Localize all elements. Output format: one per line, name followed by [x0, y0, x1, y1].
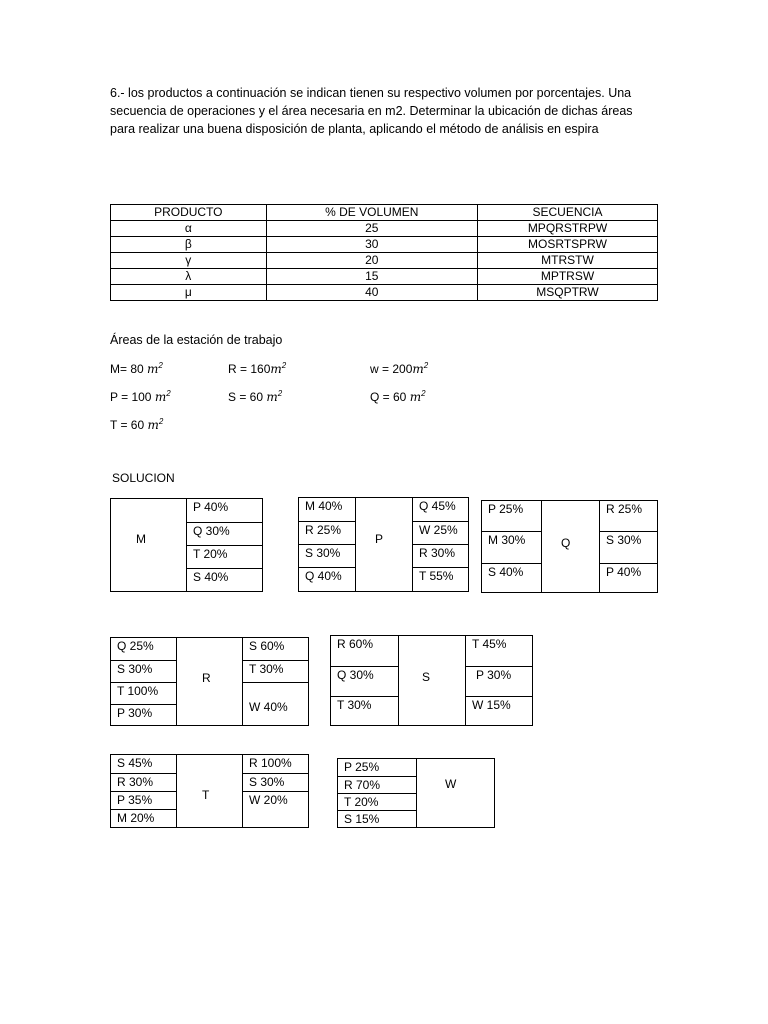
unit-m: m	[154, 390, 167, 404]
volume-cell: 15	[266, 269, 477, 285]
station-box-q	[481, 500, 658, 593]
unit-m: m	[270, 362, 282, 376]
table-row	[111, 285, 658, 301]
relation-cell: P 40%	[599, 563, 657, 592]
products-table	[110, 204, 658, 301]
product-cell: μ	[111, 285, 267, 301]
relation-cell: R 60%	[331, 636, 399, 666]
relation-cell: Q 30%	[331, 666, 399, 696]
relation-cell: T 30%	[242, 660, 308, 682]
table-row	[111, 253, 658, 269]
unit-m: m	[147, 362, 159, 376]
unit-exp: 2	[277, 389, 283, 398]
area-m-text: M= 80	[110, 362, 148, 376]
relation-cell: W 25%	[412, 521, 468, 544]
station-box-s	[330, 635, 533, 726]
station-label-w: W	[445, 777, 457, 791]
table-row	[111, 221, 658, 237]
relation-cell: T 55%	[412, 567, 468, 591]
relation-cell: R 100%	[242, 755, 308, 773]
product-cell: γ	[111, 253, 267, 269]
relation-cell: S 30%	[299, 544, 356, 567]
area-t-text: T = 60	[110, 418, 148, 432]
area-w	[370, 361, 428, 376]
relation-cell: W 15%	[465, 696, 532, 725]
relation-cell: P 40%	[186, 499, 263, 522]
relation-cell: Q 30%	[186, 522, 263, 545]
relation-cell: T 45%	[465, 636, 532, 666]
area-t	[110, 417, 163, 432]
unit-m: m	[412, 362, 424, 376]
relation-cell: M 30%	[482, 531, 542, 563]
sequence-cell: MPQRSTRPW	[477, 221, 657, 237]
sequence-cell: MSQPTRW	[477, 285, 657, 301]
sequence-cell: MPTRSW	[477, 269, 657, 285]
volume-cell: 40	[266, 285, 477, 301]
relation-cell: P 30%	[111, 704, 177, 725]
relation-cell: T 20%	[338, 793, 417, 810]
station-box-r	[110, 637, 309, 726]
relation-cell: M 20%	[111, 809, 177, 827]
relation-cell: S 30%	[111, 660, 177, 682]
unit-m: m	[266, 390, 278, 404]
relation-cell: Q 45%	[412, 498, 468, 521]
area-q-text: Q = 60	[370, 390, 410, 404]
station-label-p: P	[375, 532, 384, 546]
unit-exp: 2	[421, 389, 426, 398]
product-cell: α	[111, 221, 267, 237]
volume-cell: 20	[266, 253, 477, 269]
area-p	[110, 389, 171, 404]
relation-cell: M 40%	[299, 498, 356, 521]
solution-title: SOLUCION	[112, 471, 175, 485]
relation-cell: Q 40%	[299, 567, 356, 591]
relation-cell: W 40%	[242, 682, 308, 725]
relation-cell: R 30%	[111, 773, 177, 791]
relation-cell: R 30%	[412, 544, 468, 567]
relation-cell: S 30%	[599, 531, 657, 563]
header-secuencia: SECUENCIA	[477, 205, 657, 221]
sequence-cell: MTRSTW	[477, 253, 657, 269]
header-producto: PRODUCTO	[111, 205, 267, 221]
relation-cell: S 15%	[338, 810, 417, 827]
problem-line-3: para realizar una buena disposición de planta, aplicando el método de análisis en espira	[110, 122, 599, 136]
header-volumen: % DE VOLUMEN	[266, 205, 477, 221]
areas-title: Áreas de la estación de trabajo	[110, 333, 283, 347]
unit-m: m	[409, 390, 422, 404]
area-r-text: R = 160	[228, 362, 271, 376]
station-label-t: T	[202, 788, 210, 802]
problem-line-2: secuencia de operaciones y el área necesaria en m2. Determinar la ubicación de dichas áreas	[110, 104, 633, 118]
relation-cell: S 60%	[242, 638, 308, 660]
station-label-q: Q	[561, 536, 571, 550]
problem-line-1: 6.- los productos a continuación se indican tienen su respectivo volumen por porcentajes. Una	[110, 86, 632, 100]
station-label-s: S	[422, 670, 431, 684]
area-m	[110, 361, 163, 376]
unit-exp: 2	[158, 417, 164, 426]
relation-cell: W 20%	[242, 791, 308, 827]
unit-exp: 2	[166, 389, 171, 398]
relation-cell: T 100%	[111, 682, 177, 704]
product-cell: λ	[111, 269, 267, 285]
area-p-text: P = 100	[110, 390, 155, 404]
station-box-w	[337, 758, 495, 828]
relation-cell: Q 25%	[111, 638, 177, 660]
station-label-m: M	[136, 532, 146, 546]
table-row	[111, 237, 658, 253]
station-label-r: R	[202, 671, 211, 685]
relation-cell: P 30%	[465, 666, 532, 696]
unit-exp: 2	[423, 361, 429, 370]
table-header-row	[111, 205, 658, 221]
unit-m: m	[147, 418, 159, 432]
volume-cell: 25	[266, 221, 477, 237]
station-box-m	[110, 498, 263, 592]
station-box-p	[298, 497, 469, 592]
station-box-t	[110, 754, 309, 828]
relation-cell: S 30%	[242, 773, 308, 791]
relation-cell: P 35%	[111, 791, 177, 809]
area-q	[370, 389, 426, 404]
relation-cell: T 20%	[186, 545, 263, 568]
problem-statement	[110, 84, 670, 138]
area-w-text: w = 200	[370, 362, 413, 376]
unit-exp: 2	[158, 361, 163, 370]
relation-cell: S 40%	[186, 568, 263, 591]
volume-cell: 30	[266, 237, 477, 253]
sequence-cell: MOSRTSPRW	[477, 237, 657, 253]
area-r	[228, 361, 286, 376]
relation-cell: S 40%	[482, 563, 542, 592]
area-s-text: S = 60	[228, 390, 267, 404]
table-row	[111, 269, 658, 285]
unit-exp: 2	[281, 361, 287, 370]
product-cell: β	[111, 237, 267, 253]
relation-cell: R 70%	[338, 776, 417, 793]
relation-cell: P 25%	[338, 759, 417, 776]
relation-cell: R 25%	[299, 521, 356, 544]
relation-cell: P 25%	[482, 501, 542, 531]
relation-cell: S 45%	[111, 755, 177, 773]
area-s	[228, 389, 282, 404]
relation-cell: T 30%	[331, 696, 399, 725]
relation-cell: R 25%	[599, 501, 657, 531]
